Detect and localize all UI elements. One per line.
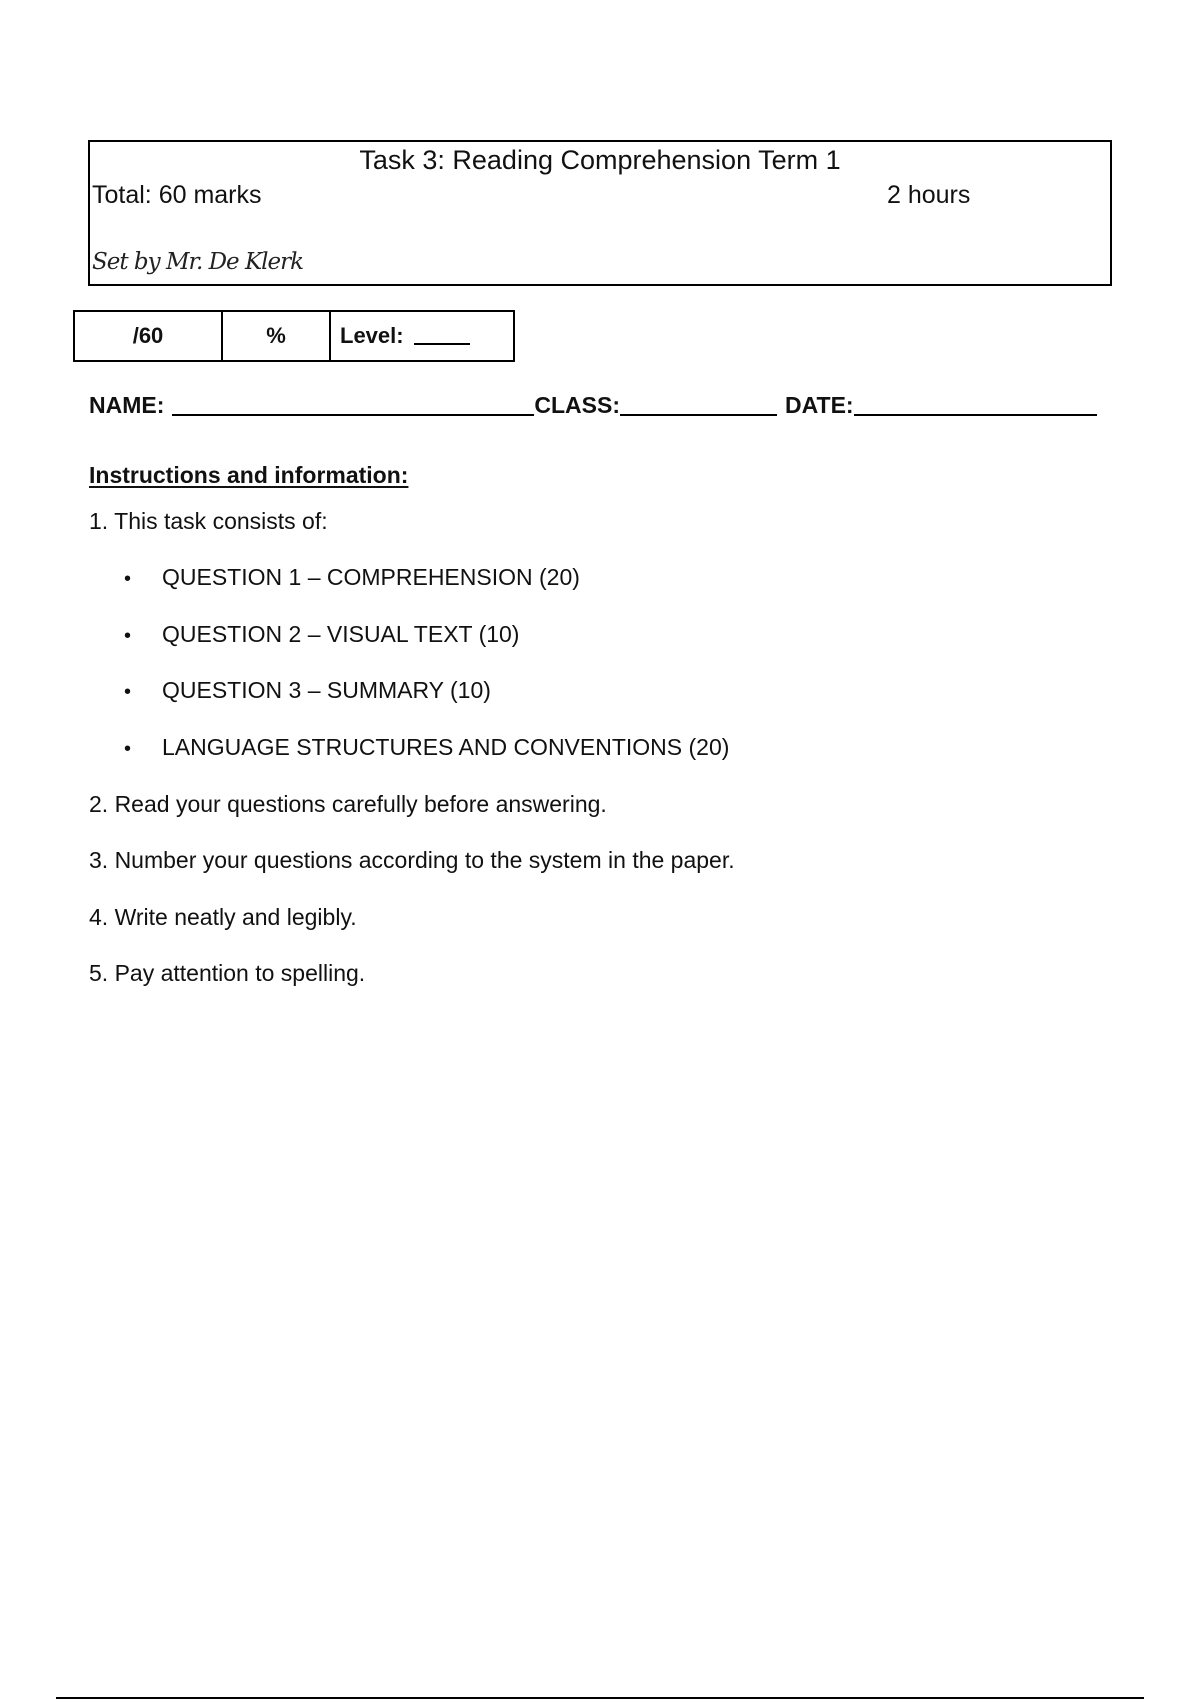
total-marks: Total: 60 marks: [92, 181, 262, 209]
bullet-text: QUESTION 1 – COMPREHENSION (20): [162, 564, 580, 590]
date-label: DATE:: [785, 392, 854, 418]
instruction-item-4: 4. Write neatly and legibly.: [89, 904, 357, 930]
date-blank[interactable]: [854, 390, 1097, 416]
score-table: [73, 310, 515, 362]
instruction-item-1: 1. This task consists of:: [89, 508, 328, 534]
set-by-signature: Set by Mr. De Klerk: [92, 249, 304, 275]
level-cell: [330, 311, 514, 361]
bullet-text: LANGUAGE STRUCTURES AND CONVENTIONS (20): [162, 734, 730, 760]
task-title: Task 3: Reading Comprehension Term 1: [359, 145, 841, 175]
bullet-icon: •: [124, 681, 132, 703]
name-label: NAME:: [89, 392, 165, 418]
name-blank[interactable]: [172, 390, 534, 416]
bullet-item: [124, 562, 580, 594]
bullet-icon: •: [124, 625, 132, 647]
footer-rule: [56, 1697, 1144, 1699]
level-label: Level:: [340, 323, 404, 348]
percent-cell: %: [222, 311, 330, 361]
bullet-icon: •: [124, 568, 132, 590]
instructions-heading: Instructions and information:: [89, 462, 409, 488]
instruction-item-2: 2. Read your questions carefully before answering.: [89, 791, 607, 817]
bullet-text: QUESTION 2 – VISUAL TEXT (10): [162, 621, 520, 647]
bullet-text: QUESTION 3 – SUMMARY (10): [162, 677, 491, 703]
task-header-box: [88, 140, 1112, 286]
duration: 2 hours: [887, 181, 971, 209]
level-blank[interactable]: [414, 343, 470, 345]
class-blank[interactable]: [620, 390, 777, 416]
instruction-item-5: 5. Pay attention to spelling.: [89, 960, 366, 986]
bullet-item: [124, 675, 491, 707]
bullet-item: [124, 619, 519, 651]
score-cell: /60: [74, 311, 222, 361]
bullet-icon: •: [124, 738, 132, 760]
class-label: CLASS:: [534, 392, 621, 418]
instruction-item-3: 3. Number your questions according to the system in the paper.: [89, 847, 735, 873]
student-details-row: [89, 390, 1097, 420]
bullet-item: [124, 732, 729, 764]
